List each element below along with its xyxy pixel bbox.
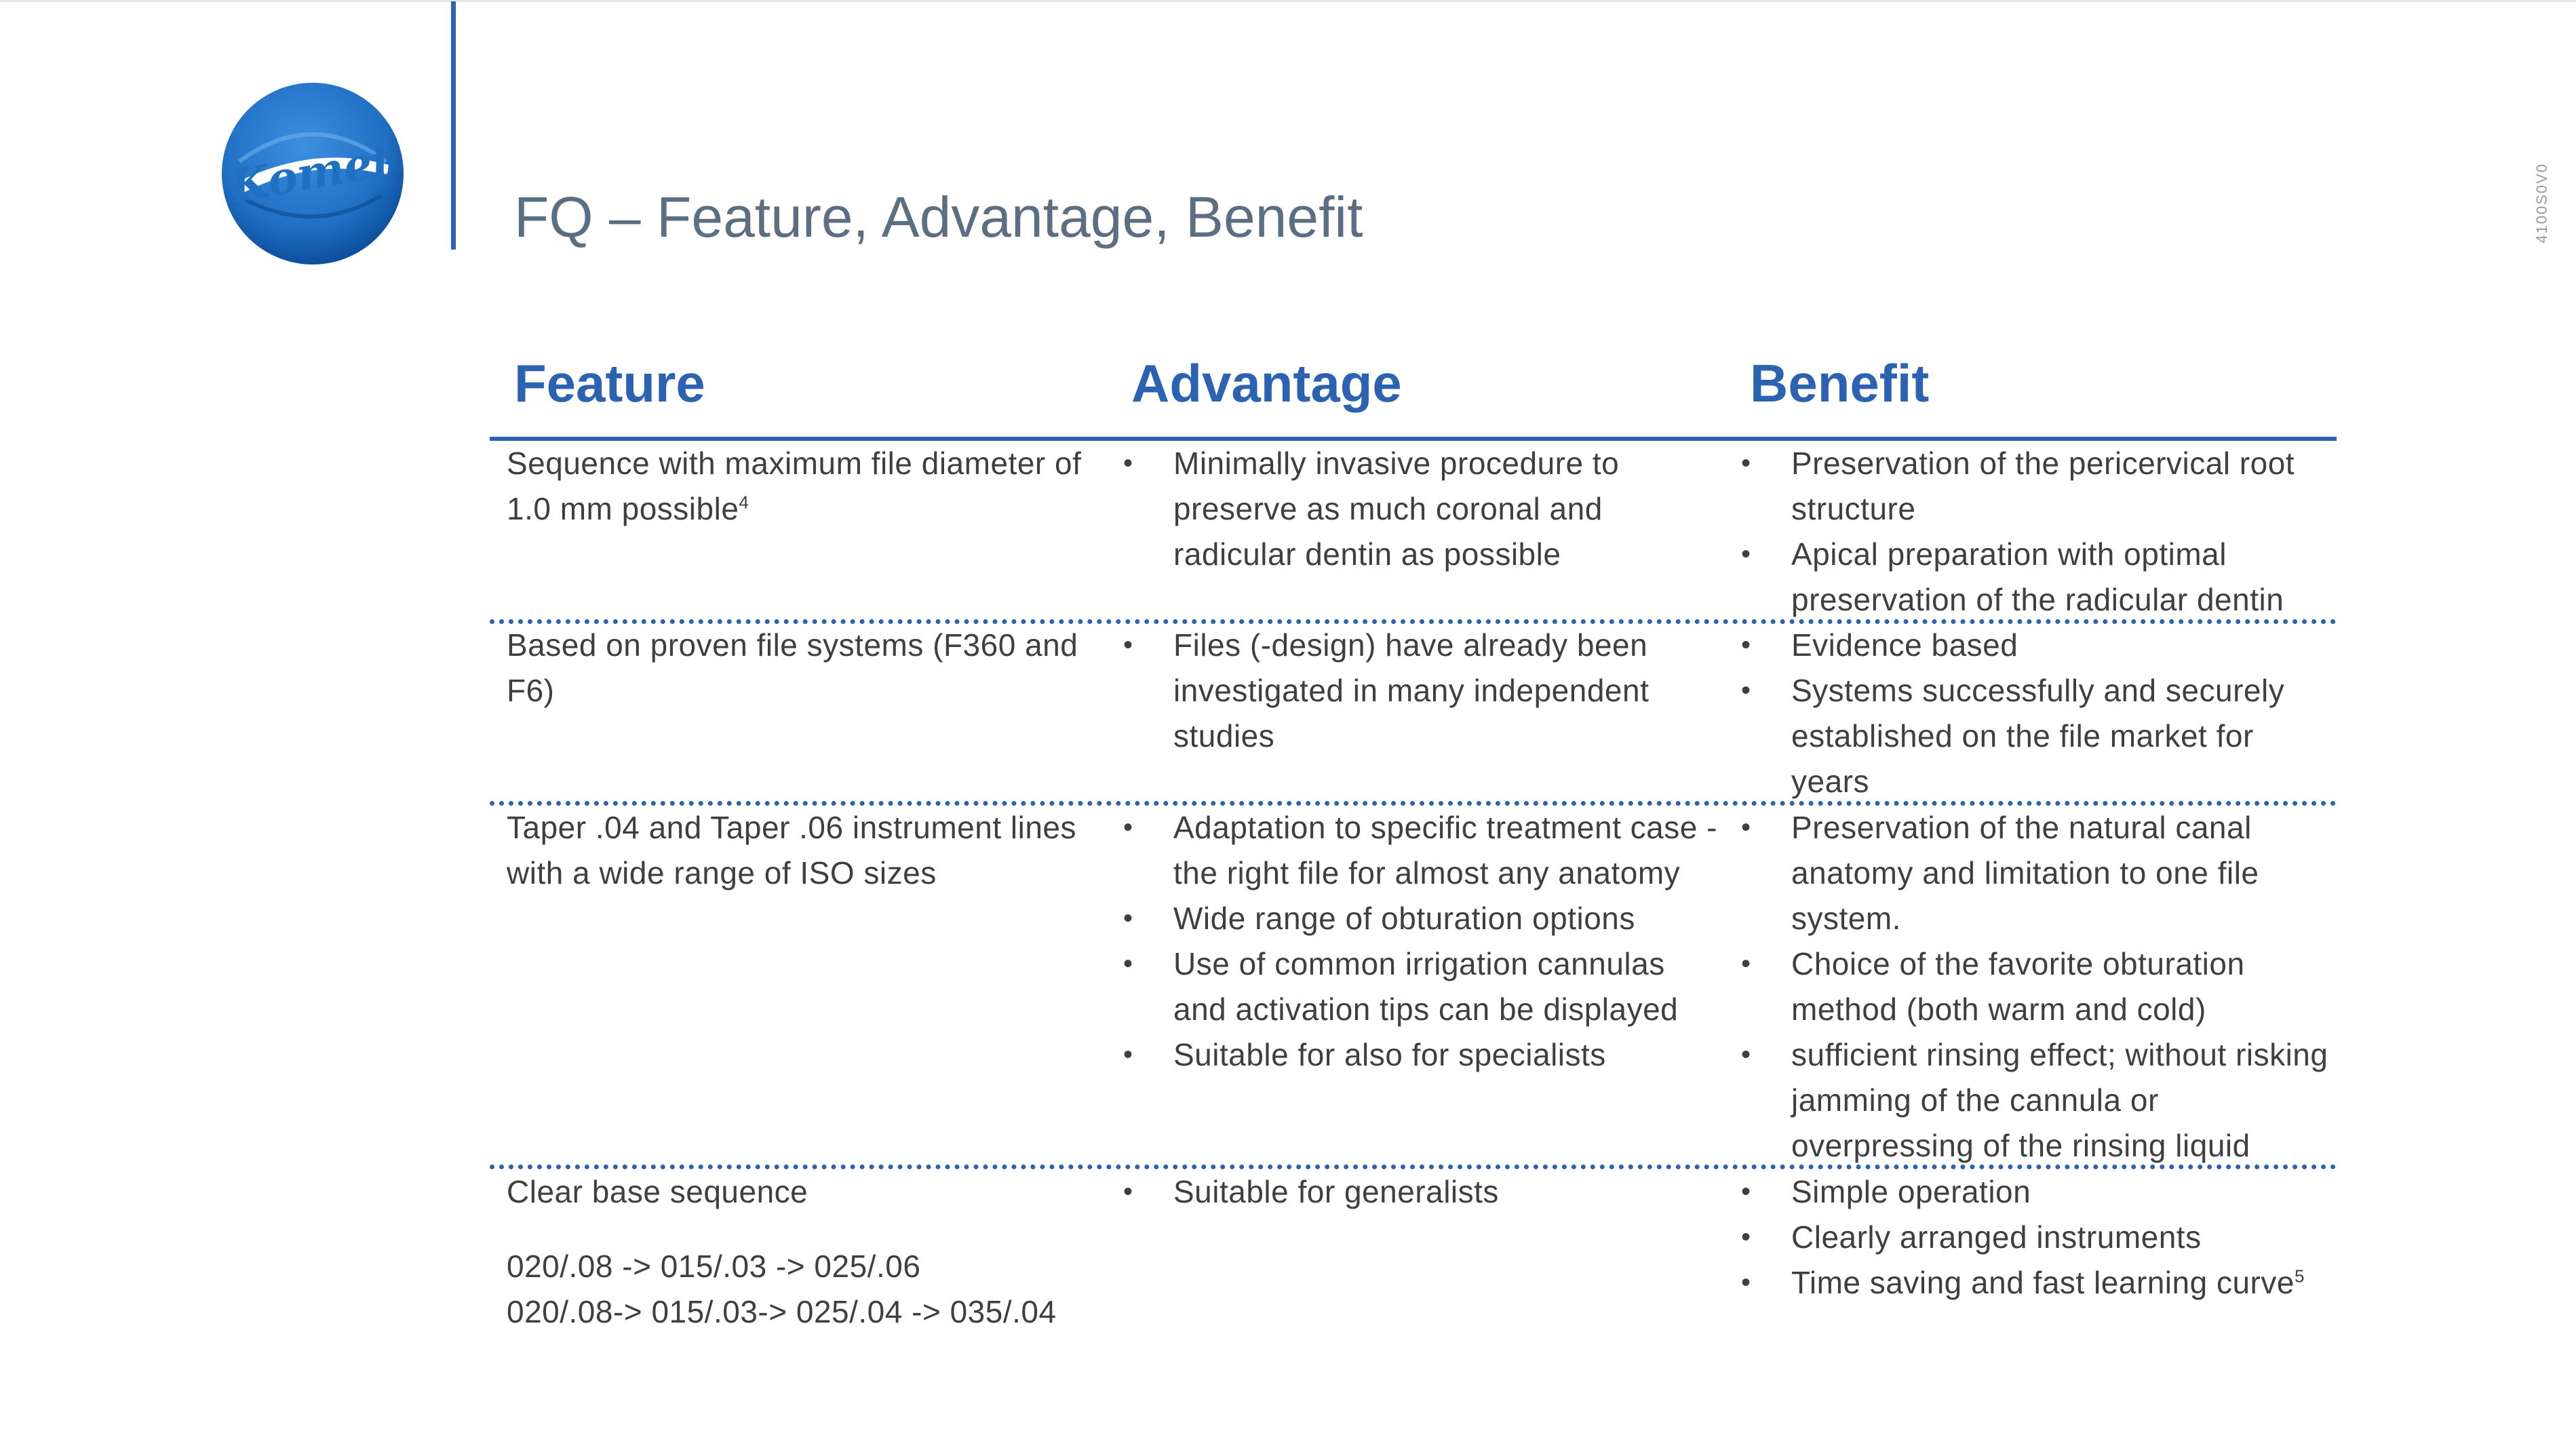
- row-4-benefit: [1741, 1169, 2338, 1306]
- column-header-benefit: Benefit: [1750, 353, 1930, 413]
- list-item: • Simple operation: [1741, 1169, 2338, 1215]
- row-3-feature: Taper .04 and Taper .06 instrument lines with a wide range of ISO sizes: [507, 810, 1076, 891]
- row-divider: [490, 1165, 2337, 1169]
- title-divider: [451, 1, 456, 250]
- list-item: • Clearly arranged instruments: [1741, 1215, 2338, 1260]
- list-item: • Preservation of the pericervical root structure: [1741, 441, 2338, 532]
- row-3-benefit: [1741, 805, 2338, 1169]
- row-1-benefit: [1741, 441, 2338, 623]
- list-item: • Time saving and fast learning curve$^5$: [1741, 1260, 2338, 1306]
- list-item: • sufficient rinsing effect; without risking jamming of the cannula or overpressing of the rinsing liquid: [1741, 1032, 2338, 1169]
- list-item: • Systems successfully and securely established on the file market for years: [1741, 668, 2338, 804]
- list-item: • Evidence based: [1741, 623, 2338, 668]
- list-item: • Apical preparation with optimal preservation of the radicular dentin: [1741, 532, 2338, 623]
- list-item: • Files (-design) have already been investigated in many independent studies: [1123, 623, 1720, 759]
- row-2-benefit: [1741, 623, 2338, 804]
- row-2-advantage: [1123, 623, 1720, 759]
- list-item: • Use of common irrigation cannulas and activation tips can be displayed: [1123, 941, 1720, 1032]
- column-header-feature: Feature: [514, 353, 705, 413]
- row-3-advantage: [1123, 805, 1720, 1078]
- list-item: • Minimally invasive procedure to preserve as much coronal and radicular dentin as possible: [1123, 441, 1720, 577]
- row-1-feature: Sequence with maximum file diameter of 1.0 mm possible$^4$: [507, 446, 1082, 526]
- list-item: • Suitable for generalists: [1123, 1169, 1720, 1215]
- row-1-advantage: [1123, 441, 1720, 577]
- list-item: • Wide range of obturation options: [1123, 896, 1720, 941]
- column-header-advantage: Advantage: [1131, 353, 1402, 413]
- document-code: 4100S0V0: [2533, 163, 2550, 243]
- row-2-feature: Based on proven file systems (F360 and F6): [507, 627, 1078, 708]
- top-border: [0, 0, 2576, 2]
- list-item: • Suitable for also for specialists: [1123, 1032, 1720, 1078]
- list-item: • Choice of the favorite obturation method (both warm and cold): [1741, 941, 2338, 1032]
- page-title: FQ – Feature, Advantage, Benefit: [514, 185, 1363, 249]
- list-item: • Preservation of the natural canal anatomy and limitation to one file system.: [1741, 805, 2338, 941]
- list-item: • Adaptation to specific treatment case - the right file for almost any anatomy: [1123, 805, 1720, 896]
- row-4-feature: Clear base sequence 020/.08 -> 015/.03 -> 025/.06 020/.08-> 015/.03-> 025/.04 -> 035/.04: [507, 1174, 1057, 1329]
- svg-text:Komet: Komet: [225, 132, 397, 214]
- komet-logo: [219, 80, 406, 267]
- row-4-advantage: [1123, 1169, 1720, 1215]
